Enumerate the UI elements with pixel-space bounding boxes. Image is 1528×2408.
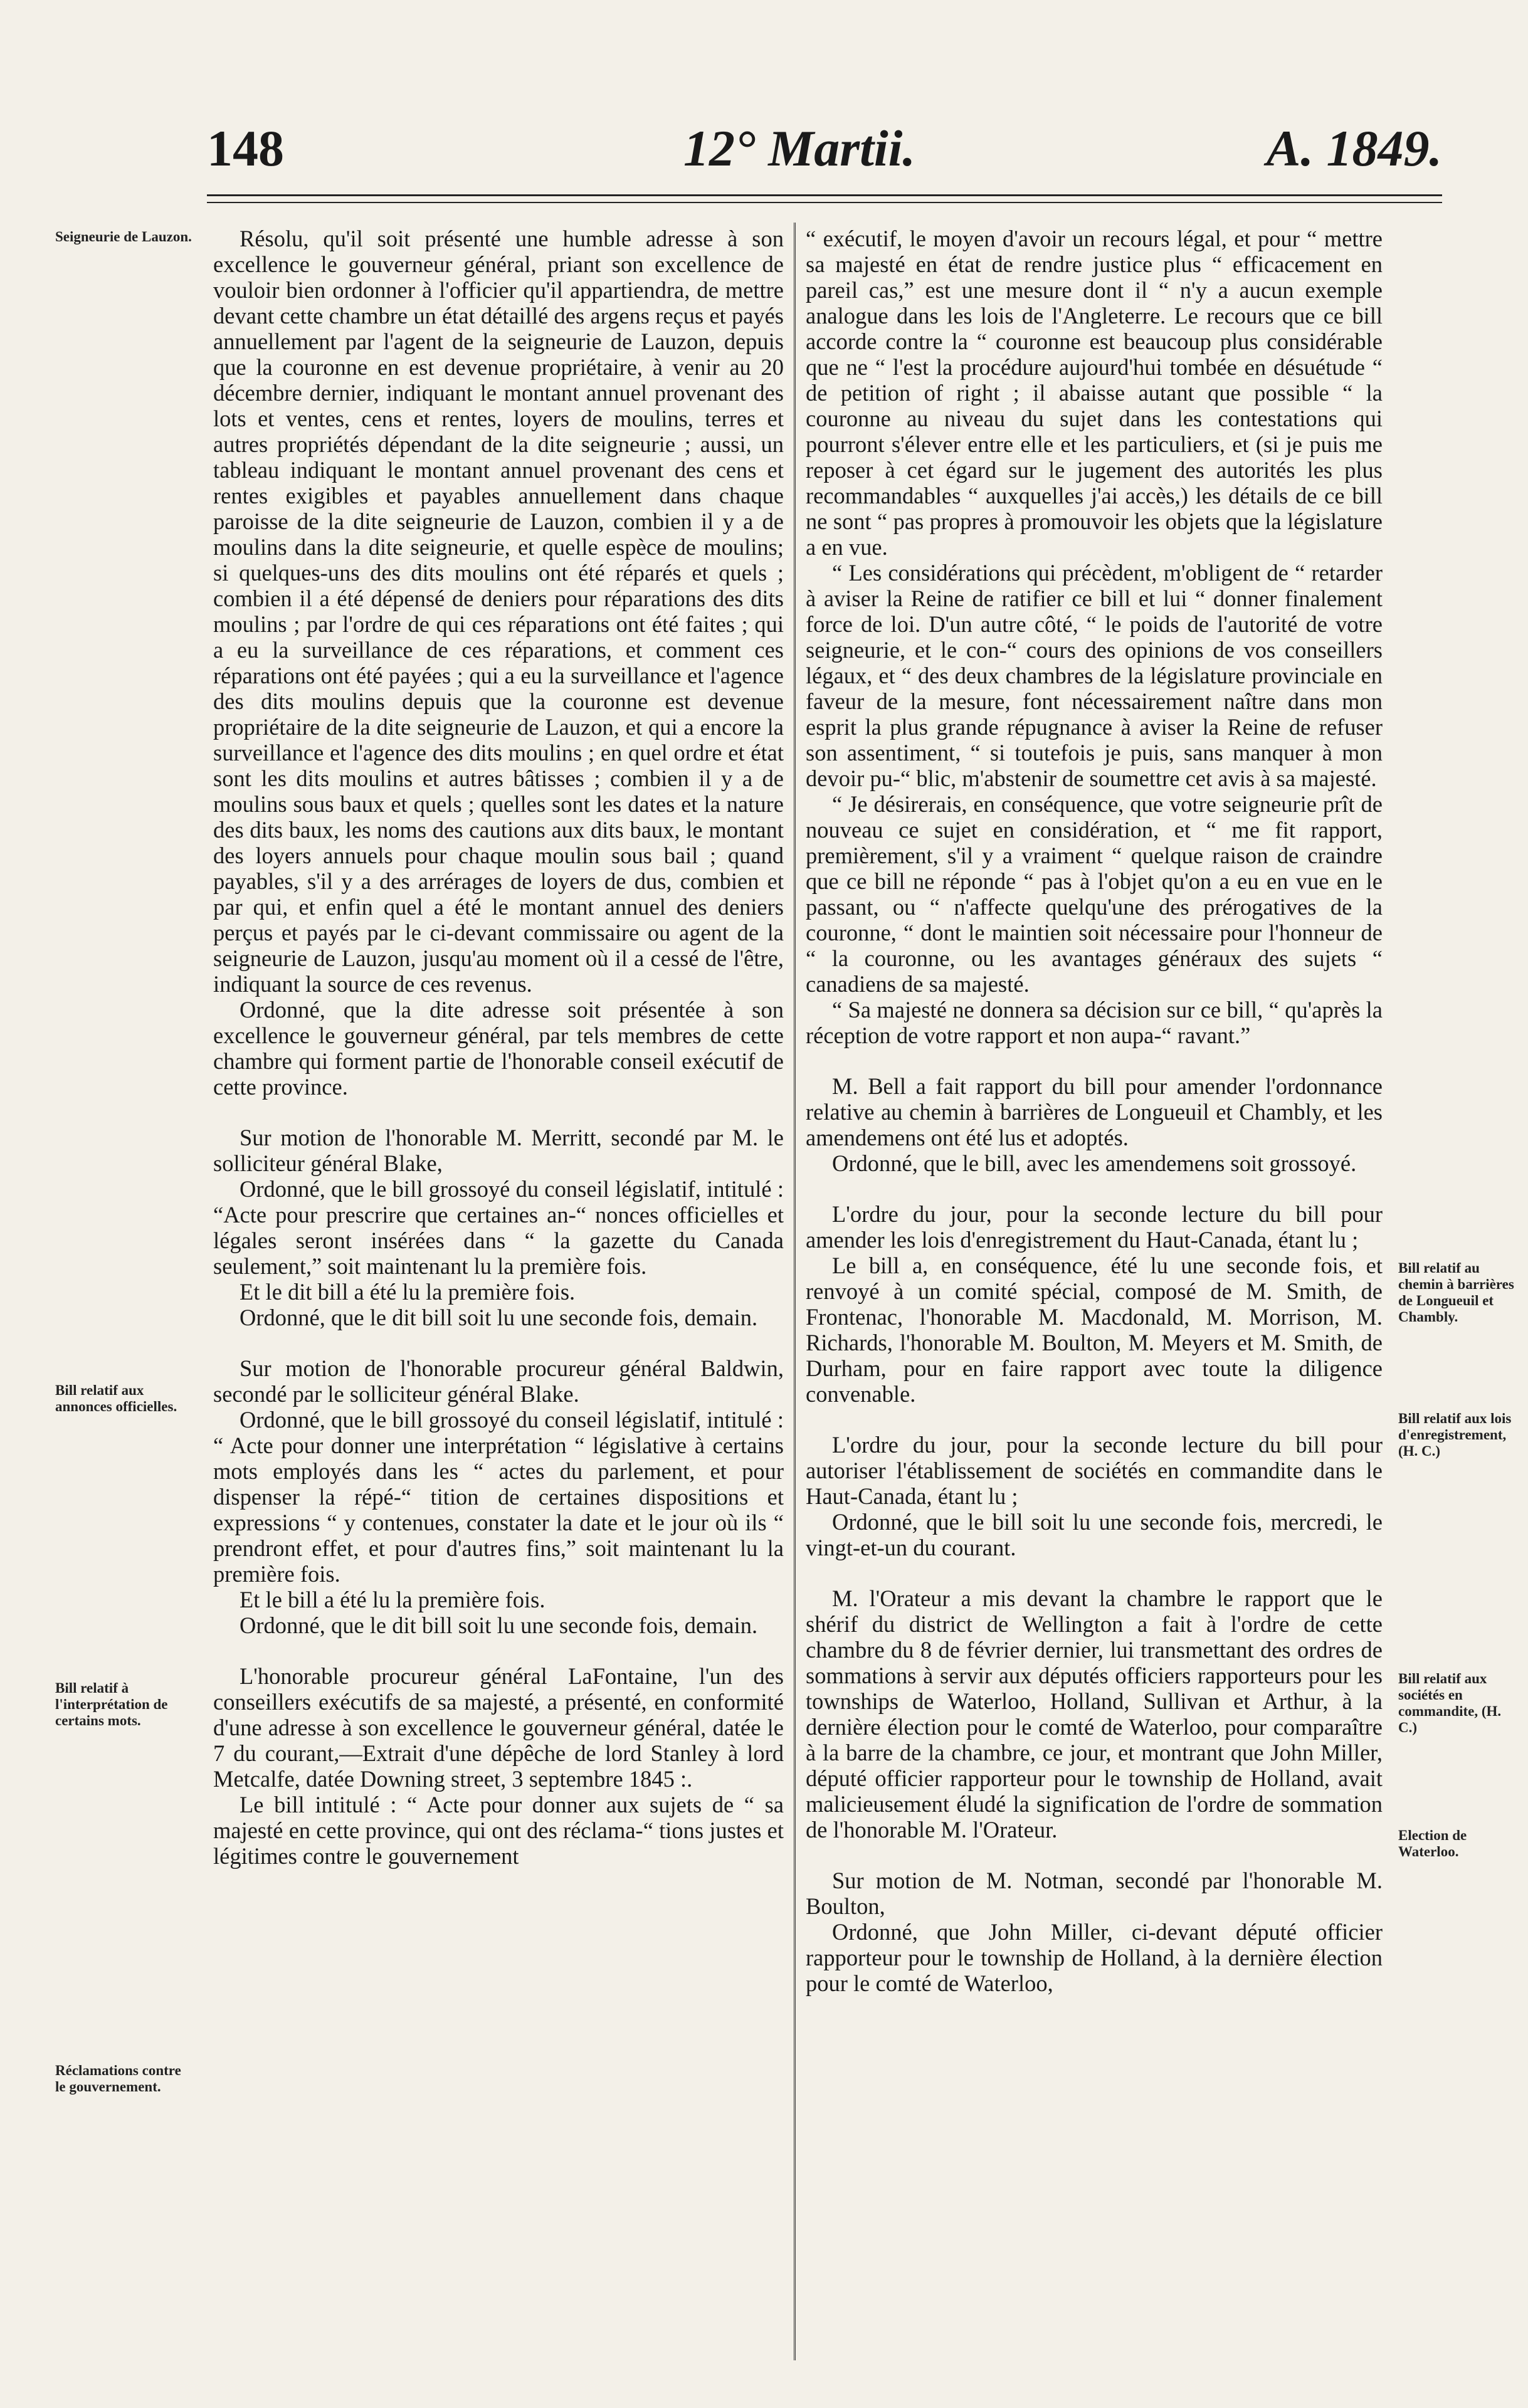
margin-note-enregistrement: Bill relatif aux lois d'enregistrement, (H. C.) bbox=[1398, 1411, 1512, 1459]
journal-date: 12° Martii. bbox=[683, 120, 915, 177]
paragraph: Le bill intitulé : “ Acte pour donner aux sujets de “ sa majesté en cette province, qui ont des réclama-“ tions justes et légitimes contre le gouvernement bbox=[213, 1792, 784, 1869]
paragraph: M. Bell a fait rapport du bill pour amender l'ordonnance relative au chemin à barrières de Longueuil et Chambly, et les amendemens ont été lus et adoptés. bbox=[806, 1073, 1383, 1150]
paragraph: Ordonné, que le dit bill soit lu une seconde fois, demain. bbox=[240, 1305, 758, 1330]
right-column bbox=[806, 226, 1383, 1996]
paragraph: “ Je désirerais, en conséquence, que votre seigneurie prît de nouveau ce sujet en considération, et “ me fit rapport, premièrement, s'il y a vraiment “ quelque raison de craindre que ce bill ne réponde “ pas à l'objet qu'on a eu en vue en le passant, ou “ n'affecte quelqu'une des prérogatives de la couronne, “ dont le maintien soit nécessaire pour l'honneur de “ la couronne, ou les avantages généraux des sujets “ canadiens de sa majesté. bbox=[806, 791, 1383, 997]
paragraph: Et le dit bill a été lu la première fois. bbox=[240, 1279, 576, 1305]
header-rule-thin bbox=[207, 202, 1442, 203]
paragraph: Ordonné, que le bill grossoyé du conseil législatif, intitulé : “Acte pour prescrire que certaines an-“ nonces officielles et légales seront insérées dans “ la gazette du Canada seulement,” soit maintenant lu la première fois. bbox=[213, 1176, 784, 1279]
margin-note-lauzon: Seigneurie de Lauzon. bbox=[55, 229, 192, 244]
paragraph: Le bill a, en conséquence, été lu une seconde fois, et renvoyé à un comité spécial, composé de M. Smith, de Frontenac, l'honorable M. Macdonald, M. Morrison, M. Richards, l'honorable M. Boulton, M. Meyers et M. Smith, de Durham, pour en faire rapport avec toute la diligence convenable. bbox=[806, 1253, 1383, 1407]
page-header bbox=[207, 119, 1442, 176]
margin-note-commandite: Bill relatif aux sociétés en commandite, (H. C.) bbox=[1398, 1671, 1502, 1735]
journal-year: A. 1849. bbox=[1266, 120, 1442, 177]
paragraph: L'ordre du jour, pour la seconde lecture du bill pour amender les lois d'enregistrement du Haut-Canada, étant lu ; bbox=[806, 1201, 1383, 1253]
paragraph: “ exécutif, le moyen d'avoir un recours légal, et pour “ mettre sa majesté en état de rendre justice plus “ efficacement en pareil cas,” est une mesure dont il “ n'y a aucun exemple analogue dans les lois de l'Angleterre. Le recours que ce bill accorde contre la “ couronne est beaucoup plus considérable que ne “ l'est la procédure aujourd'hui tombée en désuétude “ de petition of right ; il abaisse autant que possible “ la couronne au niveau du sujet dans les contestations qui pourront s'élever entre elle et les particuliers, et (si je puis me reposer à cet égard sur le jugement des autorités les plus recommandables “ auxquelles j'ai accès,) les détails de ce bill ne sont “ pas propres à promouvoir les objets que la législature a en vue. bbox=[806, 226, 1383, 560]
paragraph: Sur motion de l'honorable M. Merritt, secondé par M. le solliciteur général Blake, bbox=[213, 1125, 784, 1176]
paragraph: Sur motion de l'honorable procureur général Baldwin, secondé par le solliciteur général Blake. bbox=[213, 1355, 784, 1407]
margin-note-reclamations: Réclamations contre le gouvernement. bbox=[55, 2063, 181, 2095]
paragraph: M. l'Orateur a mis devant la chambre le rapport que le shérif du district de Wellington a fait à l'ordre de cette chambre du 8 de février dernier, lui transmettant des ordres de sommations à servir aux députés officiers rapporteurs pour les townships de Waterloo, Holland, Sullivan et Arthur, à la dernière élection pour le comté de Waterloo, pour comparaître à la barre de la chambre, ce jour, et montrant que John Miller, député officier rapporteur pour le township de Holland, avait malicieusement éludé la signification de l'ordre de sommation de l'honorable M. l'Orateur. bbox=[806, 1585, 1383, 1843]
margin-note-interpretation: Bill relatif à l'interprétation de certains mots. bbox=[55, 1680, 168, 1728]
column-divider bbox=[794, 223, 798, 2360]
margin-note-waterloo: Election de Waterloo. bbox=[1398, 1827, 1467, 1859]
paragraph: Ordonné, que la dite adresse soit présentée à son excellence le gouverneur général, par tels membres de cette chambre qui forment partie de l'honorable conseil exécutif de cette province. bbox=[213, 997, 784, 1100]
paragraph: Ordonné, que le bill soit lu une seconde fois, mercredi, le vingt-et-un du courant. bbox=[806, 1509, 1383, 1560]
paragraph: Résolu, qu'il soit présenté une humble adresse à son excellence le gouverneur général, priant son excellence de vouloir bien ordonner à l'officier qu'il appartiendra, de mettre devant cette chambre un état détaillé des argens reçus et payés annuellement par l'agent de la seigneurie de Lauzon, depuis que la couronne en est devenue propriétaire, à venir au 20 décembre dernier, indiquant le montant annuel provenant des lots et ventes, cens et rentes, loyers de moulins, terres et autres propriétés dépendant de la dite seigneurie ; aussi, un tableau indiquant le montant annuel provenant des cens et rentes exigibles et payables annuellement dans chaque paroisse de la dite seigneurie de Lauzon, combien il y a de moulins dans la dite seigneurie, et quelle espèce de moulins; si quelques-uns des dits moulins ont été réparés et quels ; combien il a été dépensé de deniers pour réparations des dits moulins ; par l'ordre de qui ces réparations ont été faites ; qui a eu la surveillance de ces réparations, et comment ces réparations ont été payées ; qui a eu la surveillance et l'agence des dits moulins depuis que la couronne est devenue propriétaire de la dite seigneurie de Lauzon, et qui a encore la surveillance et l'agence des dits moulins ; en quel ordre et état sont les dits moulins et autres bâtisses ; combien il y a de moulins sous baux et quels ; quelles sont les dates et la nature des dits baux, les noms des cautions aux dits baux, le montant des loyers annuels pour chaque moulin sous bail ; quand payables, s'il y a des arrérages de loyers de dus, combien et par qui, et enfin quel a été le montant annuel des deniers perçus et payés par le ci-devant commissaire ou agent de la seigneurie de Lauzon, jusqu'au moment où il a cessé de l'être, indiquant la source de ces revenus. bbox=[213, 226, 784, 997]
paragraph: L'honorable procureur général LaFontaine, l'un des conseillers exécutifs de sa majesté, a présenté, en conformité d'une adresse à son excellence le gouverneur général, datée le 7 du courant,—Extrait d'une dépêche de lord Stanley à lord Metcalfe, datée Downing street, 3 septembre 1845 :. bbox=[213, 1663, 784, 1792]
paragraph: Ordonné, que John Miller, ci-devant député officier rapporteur pour le township de Holland, à la dernière élection pour le comté de Waterloo, bbox=[806, 1919, 1383, 1996]
paragraph: Ordonné, que le dit bill soit lu une seconde fois, demain. bbox=[240, 1612, 758, 1638]
paragraph: L'ordre du jour, pour la seconde lecture du bill pour autoriser l'établissement de sociétés en commandite dans le Haut-Canada, étant lu ; bbox=[806, 1432, 1383, 1509]
margin-note-chemin: Bill relatif au chemin à barrières de Longueuil et Chambly. bbox=[1398, 1260, 1514, 1325]
paragraph: Ordonné, que le bill, avec les amendemens soit grossoyé. bbox=[832, 1150, 1357, 1176]
paragraph: Et le bill a été lu la première fois. bbox=[240, 1587, 545, 1612]
left-column bbox=[213, 226, 784, 1869]
paragraph: Sur motion de M. Notman, secondé par l'honorable M. Boulton, bbox=[806, 1868, 1383, 1919]
margin-note-annonces: Bill relatif aux annonces officielles. bbox=[55, 1382, 177, 1414]
page-number: 148 bbox=[207, 120, 284, 177]
paragraph: “ Sa majesté ne donnera sa décision sur ce bill, “ qu'après la réception de votre rapport et non aupa-“ ravant.” bbox=[806, 997, 1383, 1048]
paragraph: Ordonné, que le bill grossoyé du conseil législatif, intitulé : “ Acte pour donner une interprétation “ législative à certains mots employés dans les “ actes du parlement, et pour dispenser la répé-“ tition de certaines dispositions et expressions “ y contenues, constater la date et le jour où ils “ prendront effet, et pour d'autres fins,” soit maintenant lu la première fois. bbox=[213, 1407, 784, 1587]
paragraph: “ Les considérations qui précèdent, m'obligent de “ retarder à aviser la Reine de ratifier ce bill et lui “ donner finalement force de loi. D'un autre côté, “ le poids de l'autorité de votre seigneurie, et le con-“ cours des opinions de vos conseillers légaux, et “ des deux chambres de la législature provinciale en faveur de la mesure, font nécessairement naître dans mon esprit la plus grande répugnance à aviser la Reine de refuser son assentiment, “ si toutefois je puis, sans manquer à mon devoir pu-“ blic, m'abstenir de soumettre cet avis à sa majesté. bbox=[806, 560, 1383, 791]
header-rule bbox=[207, 194, 1442, 196]
